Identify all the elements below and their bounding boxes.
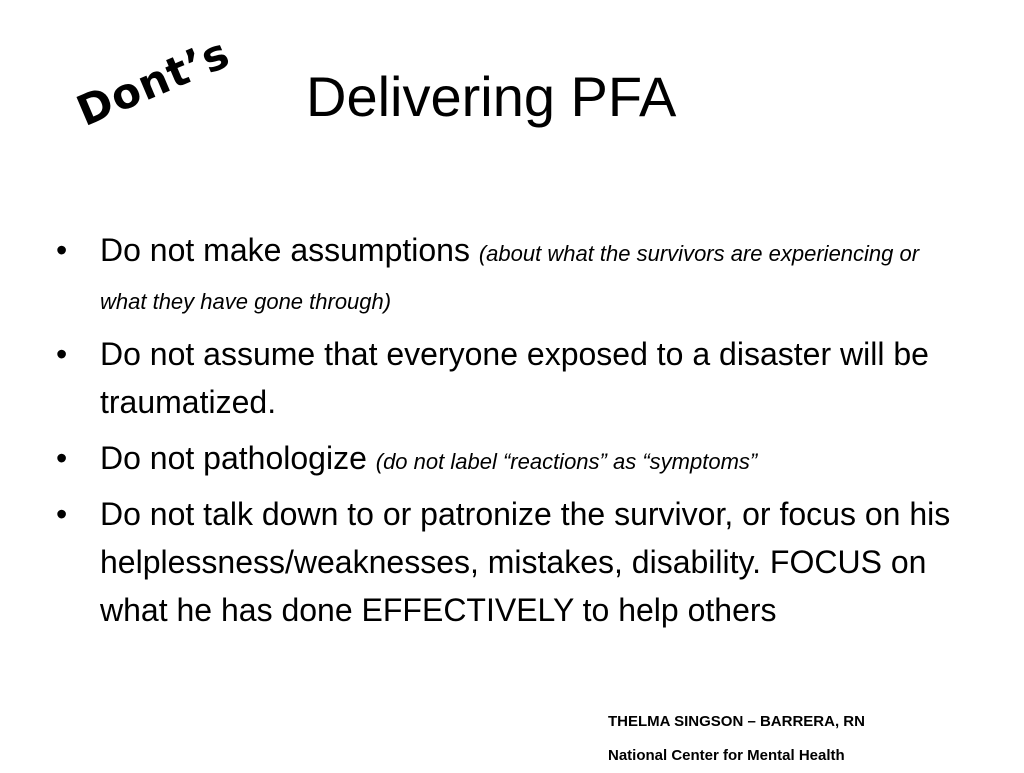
donts-stamp: Dont’s [69, 27, 237, 136]
bullet-note: (do not label “reactions” as “symptoms” [375, 449, 758, 474]
bullet-dot-icon: • [56, 440, 68, 476]
bullet-text: Do not pathologize [100, 440, 367, 476]
bullet-list [56, 226, 956, 642]
bullet-dot-icon: • [56, 496, 68, 532]
bullet-dot-icon: • [56, 336, 68, 372]
bullet-text: Do not talk down to or patronize the survivor, or focus on his helplessness/weaknesses, mistakes, disability. FOCUS on what he has done EFFECTIVELY to help others [100, 496, 951, 628]
slide-title: Delivering PFA [306, 65, 677, 128]
footer-author: THELMA SINGSON – BARRERA, RN [608, 713, 865, 730]
bullet-text: Do not make assumptions [100, 232, 470, 268]
bullet-text: Do not assume that everyone exposed to a disaster will be traumatized. [100, 336, 929, 420]
bullet-note: (about what the survivors are experiencing or what they have gone through) [100, 241, 920, 314]
bullet-item-assumptions [56, 226, 956, 322]
bullet-dot-icon: • [56, 232, 68, 268]
bullet-item-patronize [56, 490, 956, 634]
bullet-item-traumatized [56, 330, 956, 426]
footer-organization: National Center for Mental Health [608, 747, 845, 764]
footer-credits [608, 705, 865, 773]
bullet-item-pathologize [56, 434, 956, 482]
